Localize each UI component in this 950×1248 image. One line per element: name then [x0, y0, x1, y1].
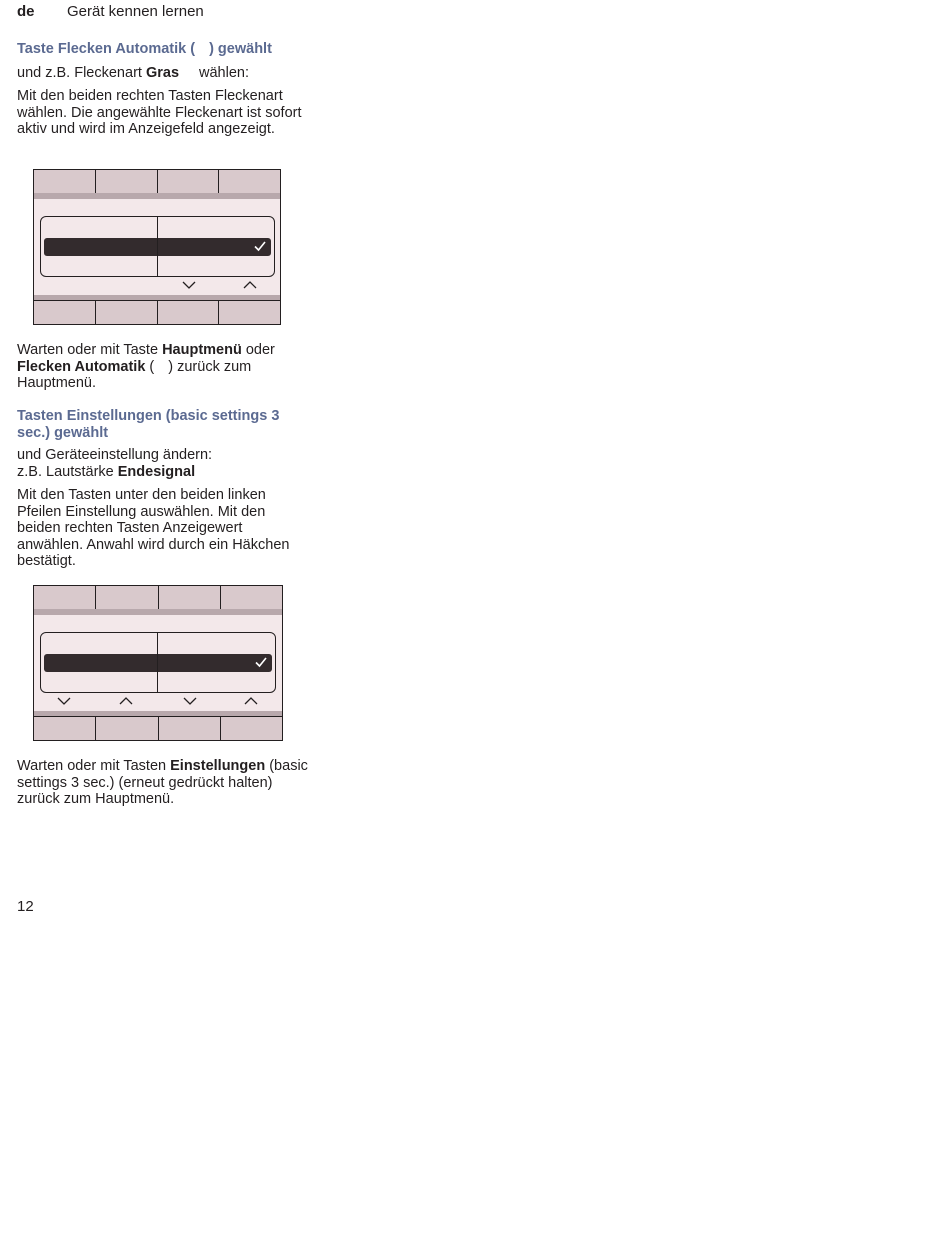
chevron-down-icon — [56, 696, 72, 706]
section2-instruction-line1: und Geräteeinstellung ändern: — [17, 447, 213, 463]
section1-instruction-text: und z.B. Fleckenart — [17, 65, 146, 81]
panel-button[interactable] — [34, 170, 96, 193]
check-icon — [254, 655, 268, 669]
section2-example-text: z.B. Lautstärke — [17, 463, 118, 480]
section2-instruction-line2 — [17, 464, 312, 481]
top-button-row — [34, 586, 282, 610]
top-strip — [34, 609, 282, 615]
column-divider — [157, 633, 158, 692]
display-panel-2 — [33, 585, 283, 741]
panel-button[interactable] — [96, 170, 158, 193]
chapter-title: Gerät kennen lernen — [67, 3, 204, 20]
panel-button[interactable] — [34, 301, 96, 324]
panel-button[interactable] — [34, 586, 96, 609]
section1-return-text — [17, 342, 312, 392]
panel-button[interactable] — [34, 717, 96, 740]
section1-heading — [17, 41, 312, 58]
panel-button[interactable] — [219, 301, 280, 324]
display-panel-1 — [33, 169, 281, 325]
top-strip — [34, 193, 280, 199]
panel-button[interactable] — [158, 170, 220, 193]
return-text-a: Warten oder mit Tasten — [17, 758, 171, 774]
panel-button[interactable] — [221, 586, 282, 609]
section1-paragraph: Mit den beiden rechten Tasten Fleckenart wählen. Die angewählte Fleckenart ist sofort aktiv und wird im Anzeigefeld angezeigt. — [17, 88, 302, 137]
chevron-down-icon — [182, 696, 198, 706]
display-field — [40, 216, 275, 277]
return-text-b: oder — [241, 342, 275, 358]
panel-button[interactable] — [219, 170, 280, 193]
column-divider — [157, 217, 158, 276]
bottom-button-row — [34, 716, 282, 740]
chevron-down-icon — [181, 280, 197, 290]
chevron-up-icon — [243, 696, 259, 706]
return-text-a: Warten oder mit Taste — [17, 342, 163, 358]
section2-paragraph: Mit den Tasten unter den beiden linken Pfeilen Einstellung auswählen. Mit den beiden rechten Tasten Anzeigewert anwählen. Anwahl wird durch ein Häkchen bestätigt. — [17, 487, 290, 569]
panel-button[interactable] — [221, 717, 282, 740]
setting-endesignal: Endesignal — [117, 463, 196, 480]
section1-instruction-end: wählen: — [199, 65, 249, 81]
panel-button[interactable] — [96, 301, 158, 324]
panel-button[interactable] — [159, 586, 221, 609]
section2-heading: Tasten Einstellungen (basic settings 3 sec.) gewählt — [17, 408, 280, 441]
selection-bar — [44, 654, 272, 672]
display-field — [40, 632, 276, 693]
stain-type-gras: Gras — [145, 65, 180, 81]
check-icon — [253, 239, 267, 253]
return-text-b: (basic settings 3 sec.) (erneut gedrückt halten) zurück zum Hauptmenü. — [17, 758, 308, 807]
language-code: de — [17, 3, 35, 20]
section2-instruction — [17, 447, 312, 480]
panel-button[interactable] — [96, 717, 158, 740]
section2-return-text — [17, 758, 309, 808]
return-text-c: ( — [145, 358, 155, 375]
chevron-up-icon — [118, 696, 134, 706]
section1-instruction — [17, 65, 312, 82]
top-button-row — [34, 170, 280, 194]
key-flecken-automatik: Flecken Automatik — [17, 358, 146, 375]
chevron-up-icon — [242, 280, 258, 290]
section1-heading-part-b: ) gewählt — [209, 41, 272, 57]
key-hauptmenue: Hauptmenü — [162, 342, 242, 358]
panel-button[interactable] — [96, 586, 158, 609]
panel-button[interactable] — [158, 301, 220, 324]
bottom-button-row — [34, 300, 280, 324]
section1-heading-part-a: Taste Flecken Automatik ( — [17, 41, 196, 57]
page-number: 12 — [17, 898, 34, 915]
return-text-d: ) zurück zum Hauptmenü. — [17, 358, 252, 391]
key-einstellungen: Einstellungen — [170, 758, 266, 774]
panel-button[interactable] — [159, 717, 221, 740]
